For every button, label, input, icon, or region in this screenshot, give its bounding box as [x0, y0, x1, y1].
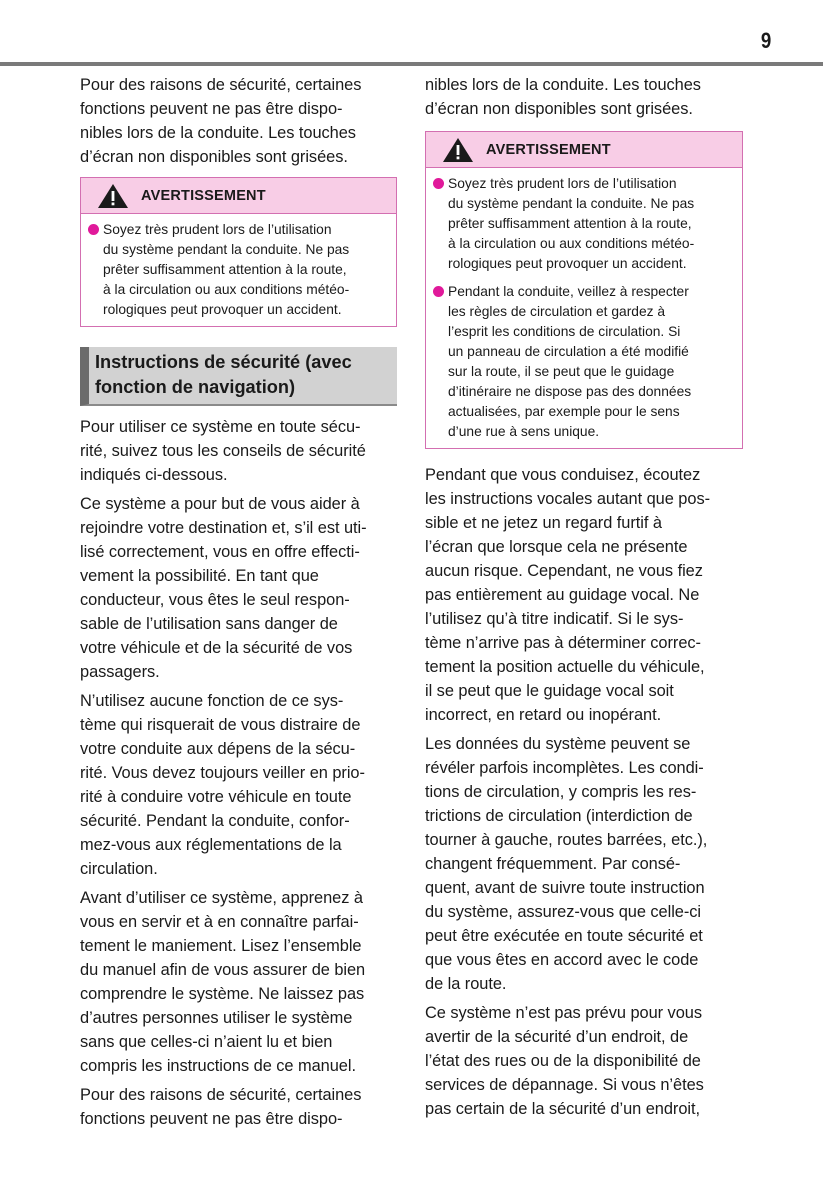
text-line: aucun risque. Cependant, ne vous fiez: [425, 562, 703, 580]
text-line: l’écran que lorsque cela ne présente: [425, 538, 688, 556]
text-line: rité. Vous devez toujours veiller en prio-: [80, 764, 365, 782]
text-line: changent fréquemment. Par consé-: [425, 855, 681, 873]
text-line: tions de circulation, y compris les res-: [425, 783, 697, 801]
left-paragraphs: [80, 415, 397, 1131]
warning-line: prêter suffisamment attention à la route,: [103, 262, 347, 277]
text-line: Les données du système peuvent se: [425, 735, 691, 753]
paragraph: [425, 732, 743, 996]
intro-paragraph-continued: [425, 73, 743, 121]
heading-line: fonction de navigation): [95, 377, 296, 397]
text-line: indiqués ci-dessous.: [80, 466, 228, 484]
left-column: [80, 73, 397, 1136]
warning-line: les règles de circulation et gardez à: [448, 304, 666, 319]
paragraph: [80, 492, 397, 684]
warning-item: [433, 282, 734, 442]
text-line: d’écran non disponibles sont grisées.: [80, 148, 348, 166]
warning-title: AVERTISSEMENT: [141, 187, 266, 204]
text-line: mez-vous aux réglementations de la: [80, 836, 342, 854]
text-line: l’état des rues ou de la disponibilité de: [425, 1052, 701, 1070]
warning-line: à la circulation ou aux conditions météo-: [103, 282, 350, 297]
text-line: compris les instructions de ce manuel.: [80, 1057, 356, 1075]
text-line: tourner à gauche, routes barrées, etc.),: [425, 831, 708, 849]
paragraph: [80, 415, 397, 487]
header-rule: [0, 62, 823, 66]
text-line: tement la position actuelle du véhicule,: [425, 658, 705, 676]
text-line: avertir de la sécurité d’un endroit, de: [425, 1028, 689, 1046]
paragraph: [80, 1083, 397, 1131]
paragraph: [425, 463, 743, 727]
warning-line: l’esprit les conditions de circulation. Si: [448, 324, 681, 339]
text-line: rité, suivez tous les conseils de sécurité: [80, 442, 366, 460]
text-line: Ce système a pour but de vous aider à: [80, 495, 360, 513]
text-line: fonctions peuvent ne pas être dispo-: [80, 1110, 343, 1128]
text-line: votre conduite aux dépens de la sécu-: [80, 740, 356, 758]
text-line: services de dépannage. Si vous n’êtes: [425, 1076, 704, 1094]
text-line: Avant d’utiliser ce système, apprenez à: [80, 889, 363, 907]
warning-line: rologiques peut provoquer un accident.: [448, 256, 687, 271]
warning-header: [81, 178, 396, 214]
text-line: nibles lors de la conduite. Les touches: [80, 124, 356, 142]
paragraph: [80, 689, 397, 881]
warning-line: prêter suffisamment attention à la route,: [448, 216, 692, 231]
text-line: peut être exécutée en toute sécurité et: [425, 927, 703, 945]
text-line: sans que celles-ci n’aient lu et bien: [80, 1033, 333, 1051]
text-line: du système, assurez-vous que celle-ci: [425, 903, 701, 921]
text-line: nibles lors de la conduite. Les touches: [425, 76, 701, 94]
text-line: incorrect, en retard ou inopérant.: [425, 706, 662, 724]
text-line: de la route.: [425, 975, 507, 993]
warning-triangle-icon: [442, 137, 474, 163]
text-line: pas certain de la sécurité d’un endroit,: [425, 1100, 700, 1118]
warning-box: [425, 131, 743, 449]
right-paragraphs: [425, 463, 743, 1121]
warning-line: Soyez très prudent lors de l’utilisation: [103, 222, 332, 237]
text-line: tème n’arrive pas à déterminer correc-: [425, 634, 701, 652]
text-line: circulation.: [80, 860, 158, 878]
bullet-icon: [433, 286, 444, 297]
bullet-icon: [433, 178, 444, 189]
warning-line: actualisées, par exemple pour le sens: [448, 404, 680, 419]
text-line: révéler parfois incomplètes. Les condi-: [425, 759, 704, 777]
text-line: tement le maniement. Lisez l’ensemble: [80, 937, 362, 955]
text-line: il se peut que le guidage vocal soit: [425, 682, 674, 700]
warning-header: [426, 132, 742, 168]
text-line: d’écran non disponibles sont grisées.: [425, 100, 693, 118]
intro-paragraph: [80, 73, 397, 169]
warning-line: d’une rue à sens unique.: [448, 424, 600, 439]
warning-box: [80, 177, 397, 327]
paragraph: [80, 886, 397, 1078]
warning-line: Pendant la conduite, veillez à respecter: [448, 284, 689, 299]
warning-line: sur la route, il se peut que le guidage: [448, 364, 675, 379]
text-line: tème qui risquerait de vous distraire de: [80, 716, 361, 734]
text-line: Pour des raisons de sécurité, certaines: [80, 1086, 362, 1104]
warning-body: [426, 168, 742, 448]
text-line: les instructions vocales autant que pos-: [425, 490, 710, 508]
text-line: sible et ne jetez un regard furtif à: [425, 514, 662, 532]
text-line: votre véhicule et de la sécurité de vos: [80, 639, 353, 657]
text-line: Pour des raisons de sécurité, certaines: [80, 76, 362, 94]
text-line: comprendre le système. Ne laissez pas: [80, 985, 365, 1003]
paragraph: [425, 1001, 743, 1121]
text-line: rité à conduire votre véhicule en toute: [80, 788, 352, 806]
warning-line: d’itinéraire ne dispose pas des données: [448, 384, 692, 399]
text-line: sécurité. Pendant la conduite, confor-: [80, 812, 350, 830]
text-line: Pour utiliser ce système en toute sécu-: [80, 418, 361, 436]
bullet-icon: [88, 224, 99, 235]
text-line: vous en servir et à en connaître parfai-: [80, 913, 359, 931]
text-line: l’utilisez qu’à titre indicatif. Si le sys-: [425, 610, 684, 628]
text-line: vement la possibilité. En tant que: [80, 567, 319, 585]
text-line: Ce système n’est pas prévu pour vous: [425, 1004, 702, 1022]
text-line: fonctions peuvent ne pas être dispo-: [80, 100, 343, 118]
warning-item: [88, 220, 388, 320]
warning-title: AVERTISSEMENT: [486, 141, 611, 158]
text-line: d’autres personnes utiliser le système: [80, 1009, 353, 1027]
warning-line: Soyez très prudent lors de l’utilisation: [448, 176, 677, 191]
text-line: du manuel afin de vous assurer de bien: [80, 961, 366, 979]
text-line: conducteur, vous êtes le seul respon-: [80, 591, 350, 609]
text-line: passagers.: [80, 663, 160, 681]
right-column: [425, 73, 743, 1126]
warning-triangle-icon: [97, 183, 129, 209]
text-line: lisé correctement, vous en offre effecti-: [80, 543, 360, 561]
heading-line: Instructions de sécurité (avec: [95, 352, 352, 372]
text-line: rejoindre votre destination et, s’il est uti-: [80, 519, 367, 537]
text-line: Pendant que vous conduisez, écoutez: [425, 466, 701, 484]
warning-line: du système pendant la conduite. Ne pas: [448, 196, 695, 211]
warning-item: [433, 174, 734, 274]
text-line: trictions de circulation (interdiction de: [425, 807, 693, 825]
text-line: N’utilisez aucune fonction de ce sys-: [80, 692, 344, 710]
warning-line: à la circulation ou aux conditions météo-: [448, 236, 695, 251]
text-line: que vous êtes en accord avec le code: [425, 951, 699, 969]
section-heading: [80, 347, 397, 406]
text-line: quent, avant de suivre toute instruction: [425, 879, 705, 897]
page-number: 9: [760, 28, 771, 53]
warning-body: [81, 214, 396, 326]
warning-line: du système pendant la conduite. Ne pas: [103, 242, 350, 257]
text-line: pas entièrement au guidage vocal. Ne: [425, 586, 700, 604]
text-line: sable de l’utilisation sans danger de: [80, 615, 338, 633]
warning-line: rologiques peut provoquer un accident.: [103, 302, 342, 317]
warning-line: un panneau de circulation a été modifié: [448, 344, 689, 359]
